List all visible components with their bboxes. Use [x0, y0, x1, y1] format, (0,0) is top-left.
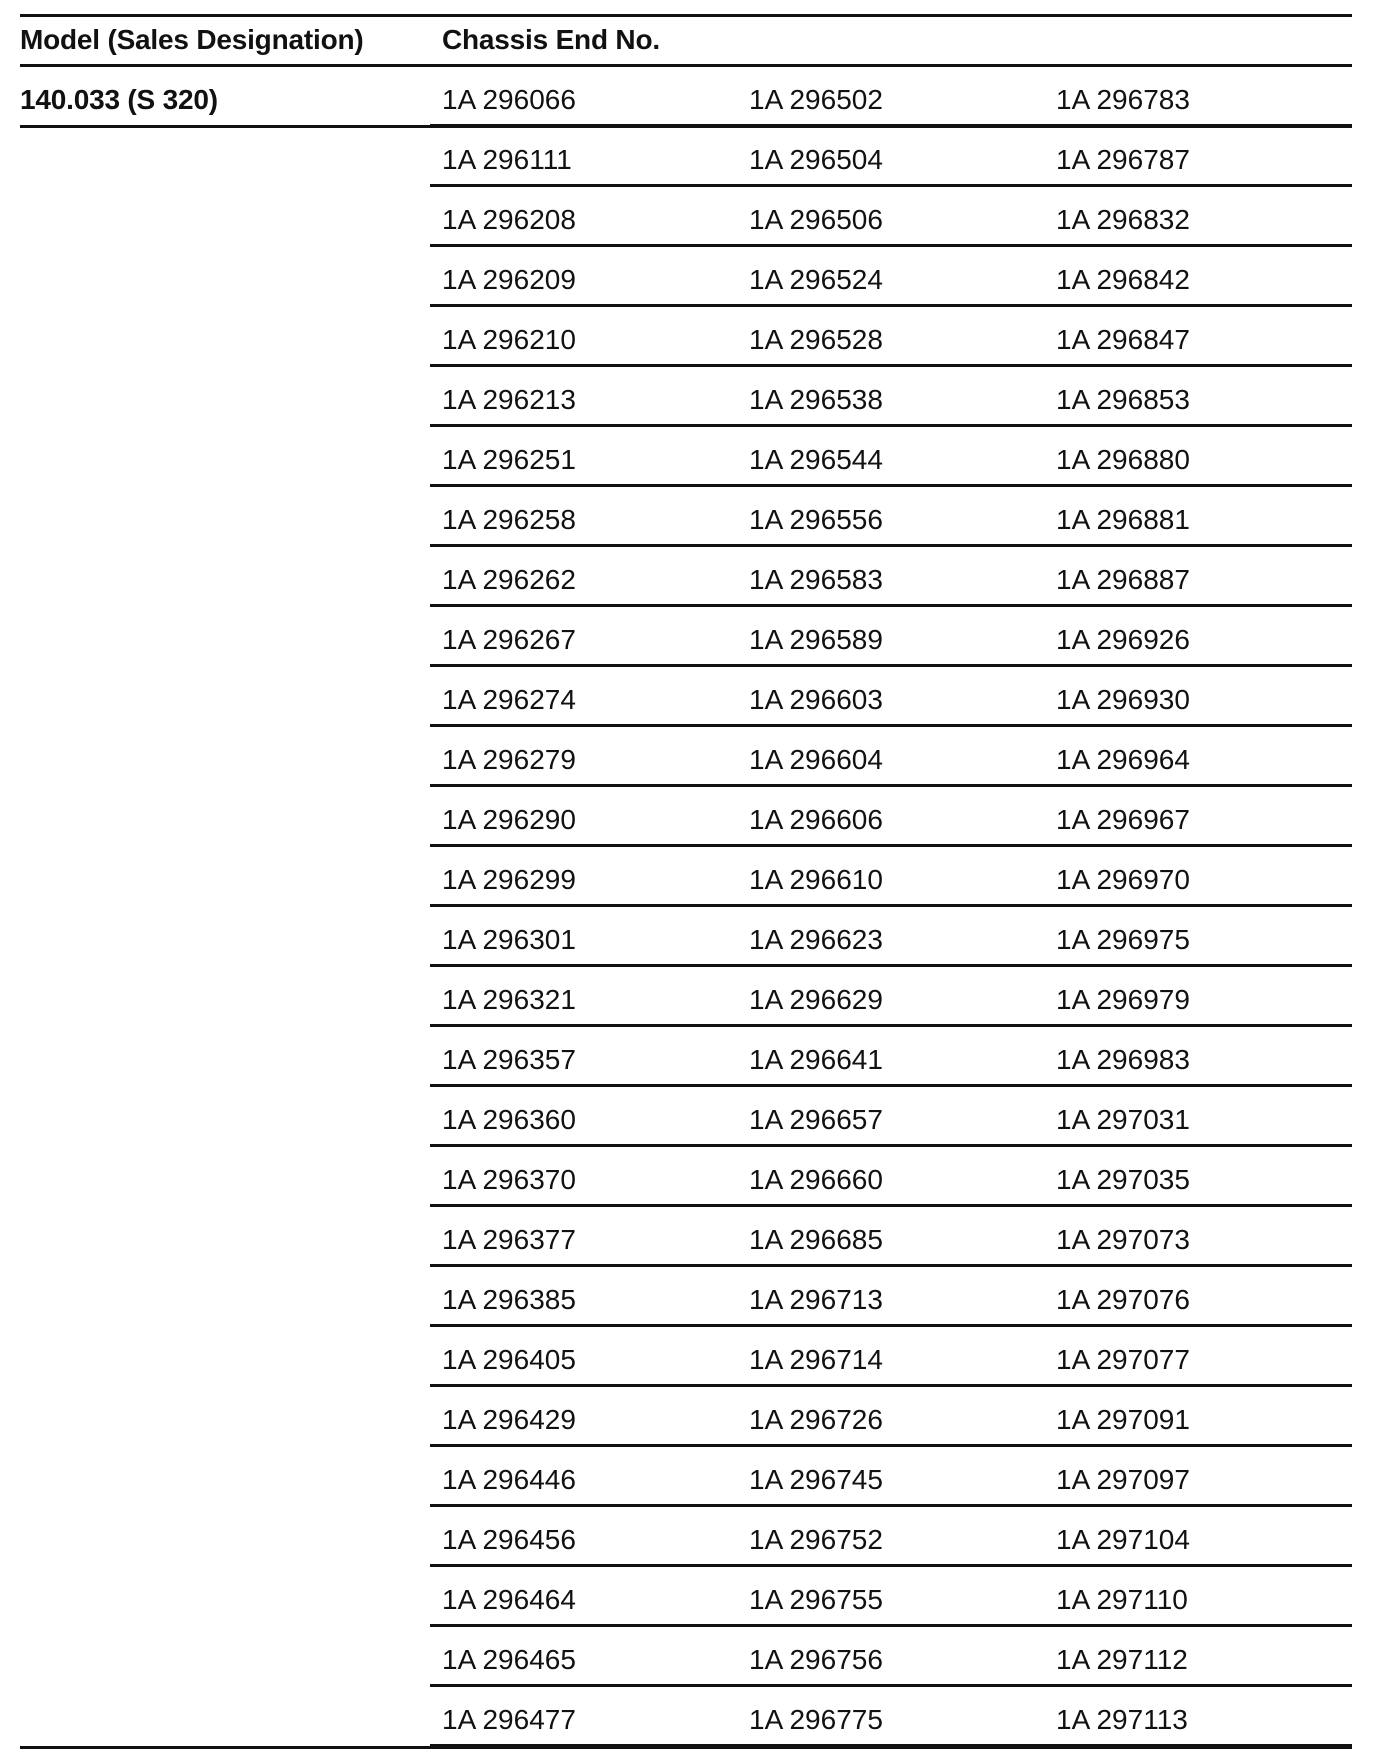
chassis-number-cell: 1A 297113 — [1056, 1704, 1188, 1735]
chassis-number-cell: 1A 296321 — [442, 984, 576, 1015]
table-row — [430, 1507, 1352, 1567]
chassis-number-cell: 1A 296603 — [749, 684, 883, 715]
chassis-number-cell: 1A 296290 — [442, 804, 576, 835]
chassis-number-cell: 1A 296926 — [1056, 624, 1190, 655]
chassis-number-cell: 1A 296745 — [749, 1464, 883, 1495]
chassis-number-cell: 1A 296756 — [749, 1644, 883, 1675]
chassis-number-cell: 1A 296405 — [442, 1344, 576, 1375]
table-row — [430, 967, 1352, 1027]
chassis-number-cell: 1A 296465 — [442, 1644, 576, 1675]
chassis-number-cell: 1A 296262 — [442, 564, 576, 595]
chassis-number-cell: 1A 296853 — [1056, 384, 1190, 415]
chassis-number-cell: 1A 296606 — [749, 804, 883, 835]
chassis-number-cell: 1A 296657 — [749, 1104, 883, 1135]
table-row — [430, 1147, 1352, 1207]
chassis-number-cell: 1A 296456 — [442, 1524, 576, 1555]
table-row — [430, 547, 1352, 607]
chassis-number-cell: 1A 296832 — [1056, 204, 1190, 235]
table-row — [430, 907, 1352, 967]
chassis-number-cell: 1A 296528 — [749, 324, 883, 355]
chassis-number-cell: 1A 296714 — [749, 1344, 883, 1375]
chassis-number-cell: 1A 296775 — [749, 1704, 883, 1735]
chassis-number-cell: 1A 296251 — [442, 444, 576, 475]
table-row — [430, 307, 1352, 367]
chassis-number-cell: 1A 296787 — [1056, 144, 1190, 175]
chassis-number-cell: 1A 296370 — [442, 1164, 576, 1195]
chassis-number-cell: 1A 297097 — [1056, 1464, 1190, 1495]
chassis-number-cell: 1A 296967 — [1056, 804, 1190, 835]
table-row — [430, 1687, 1352, 1747]
chassis-number-cell: 1A 296930 — [1056, 684, 1190, 715]
chassis-number-cell: 1A 296752 — [749, 1524, 883, 1555]
chassis-number-cell: 1A 296983 — [1056, 1044, 1190, 1075]
table-row — [430, 1087, 1352, 1147]
table-row — [430, 1267, 1352, 1327]
chassis-number-cell: 1A 296111 — [442, 144, 572, 175]
table-row — [430, 187, 1352, 247]
table-row — [430, 367, 1352, 427]
chassis-number-cell: 1A 296258 — [442, 504, 576, 535]
chassis-number-cell: 1A 296604 — [749, 744, 883, 775]
chassis-number-cell: 1A 296880 — [1056, 444, 1190, 475]
chassis-number-cell: 1A 296274 — [442, 684, 576, 715]
chassis-number-cell: 1A 296208 — [442, 204, 576, 235]
chassis-number-cell: 1A 297110 — [1056, 1584, 1188, 1615]
chassis-number-cell: 1A 297104 — [1056, 1524, 1190, 1555]
chassis-number-cell: 1A 296477 — [442, 1704, 576, 1735]
table-row — [430, 1327, 1352, 1387]
chassis-number-cell: 1A 296066 — [442, 84, 576, 115]
chassis-number-cell: 1A 296210 — [442, 324, 576, 355]
table-row — [430, 1387, 1352, 1447]
chassis-number-cell: 1A 297077 — [1056, 1344, 1190, 1375]
chassis-number-cell: 1A 296726 — [749, 1404, 883, 1435]
chassis-number-cell: 1A 296209 — [442, 264, 576, 295]
table-row — [430, 1207, 1352, 1267]
chassis-number-cell: 1A 296755 — [749, 1584, 883, 1615]
chassis-number-cell: 1A 296979 — [1056, 984, 1190, 1015]
chassis-number-cell: 1A 296887 — [1056, 564, 1190, 595]
chassis-number-cell: 1A 297091 — [1056, 1404, 1190, 1435]
table-row — [430, 607, 1352, 667]
chassis-number-cell: 1A 296544 — [749, 444, 883, 475]
table-row — [430, 727, 1352, 787]
chassis-number-cell: 1A 296842 — [1056, 264, 1190, 295]
chassis-number-cell: 1A 296881 — [1056, 504, 1190, 535]
chassis-header: Chassis End No. — [442, 24, 660, 55]
chassis-number-cell: 1A 296623 — [749, 924, 883, 955]
chassis-number-cell: 1A 296377 — [442, 1224, 576, 1255]
chassis-number-cell: 1A 296299 — [442, 864, 576, 895]
chassis-number-cell: 1A 296385 — [442, 1284, 576, 1315]
table-bottom-rule — [20, 1746, 1352, 1749]
table-row — [430, 427, 1352, 487]
chassis-number-cell: 1A 296429 — [442, 1404, 576, 1435]
chassis-number-cell: 1A 297035 — [1056, 1164, 1190, 1195]
table-row — [430, 1447, 1352, 1507]
table-row — [430, 1627, 1352, 1687]
chassis-number-cell: 1A 297076 — [1056, 1284, 1190, 1315]
chassis-number-cell: 1A 296213 — [442, 384, 576, 415]
chassis-number-cell: 1A 296589 — [749, 624, 883, 655]
chassis-number-cell: 1A 296629 — [749, 984, 883, 1015]
chassis-number-cell: 1A 296964 — [1056, 744, 1190, 775]
table-row — [430, 847, 1352, 907]
table-top-rule — [20, 14, 1352, 17]
chassis-number-cell: 1A 296524 — [749, 264, 883, 295]
chassis-number-cell: 1A 296506 — [749, 204, 883, 235]
table-row — [430, 127, 1352, 187]
chassis-number-cell: 1A 296847 — [1056, 324, 1190, 355]
chassis-number-cell: 1A 296301 — [442, 924, 576, 955]
model-designation: 140.033 (S 320) — [20, 84, 218, 115]
table-row — [430, 1567, 1352, 1627]
table-row — [430, 487, 1352, 547]
chassis-number-cell: 1A 296446 — [442, 1464, 576, 1495]
chassis-number-cell: 1A 296660 — [749, 1164, 883, 1195]
table-row — [430, 787, 1352, 847]
chassis-number-cell: 1A 297031 — [1056, 1104, 1190, 1135]
table-row — [430, 247, 1352, 307]
chassis-number-cell: 1A 296464 — [442, 1584, 576, 1615]
chassis-number-cell: 1A 297073 — [1056, 1224, 1190, 1255]
chassis-number-cell: 1A 296685 — [749, 1224, 883, 1255]
table-row — [430, 67, 1352, 127]
chassis-number-cell: 1A 296502 — [749, 84, 883, 115]
chassis-number-cell: 1A 296267 — [442, 624, 576, 655]
chassis-number-cell: 1A 296975 — [1056, 924, 1190, 955]
chassis-number-grid — [430, 67, 1352, 1747]
chassis-number-cell: 1A 297112 — [1056, 1644, 1188, 1675]
table-row — [430, 1027, 1352, 1087]
chassis-number-cell: 1A 296357 — [442, 1044, 576, 1075]
model-header: Model (Sales Designation) — [20, 24, 364, 55]
chassis-number-cell: 1A 296583 — [749, 564, 883, 595]
chassis-number-cell: 1A 296556 — [749, 504, 883, 535]
chassis-number-cell: 1A 296970 — [1056, 864, 1190, 895]
chassis-number-cell: 1A 296610 — [749, 864, 883, 895]
chassis-number-cell: 1A 296504 — [749, 144, 883, 175]
chassis-number-cell: 1A 296538 — [749, 384, 883, 415]
chassis-number-cell: 1A 296279 — [442, 744, 576, 775]
table-row — [430, 667, 1352, 727]
chassis-number-cell: 1A 296641 — [749, 1044, 883, 1075]
chassis-number-cell: 1A 296713 — [749, 1284, 883, 1315]
chassis-number-cell: 1A 296360 — [442, 1104, 576, 1135]
chassis-number-cell: 1A 296783 — [1056, 84, 1190, 115]
